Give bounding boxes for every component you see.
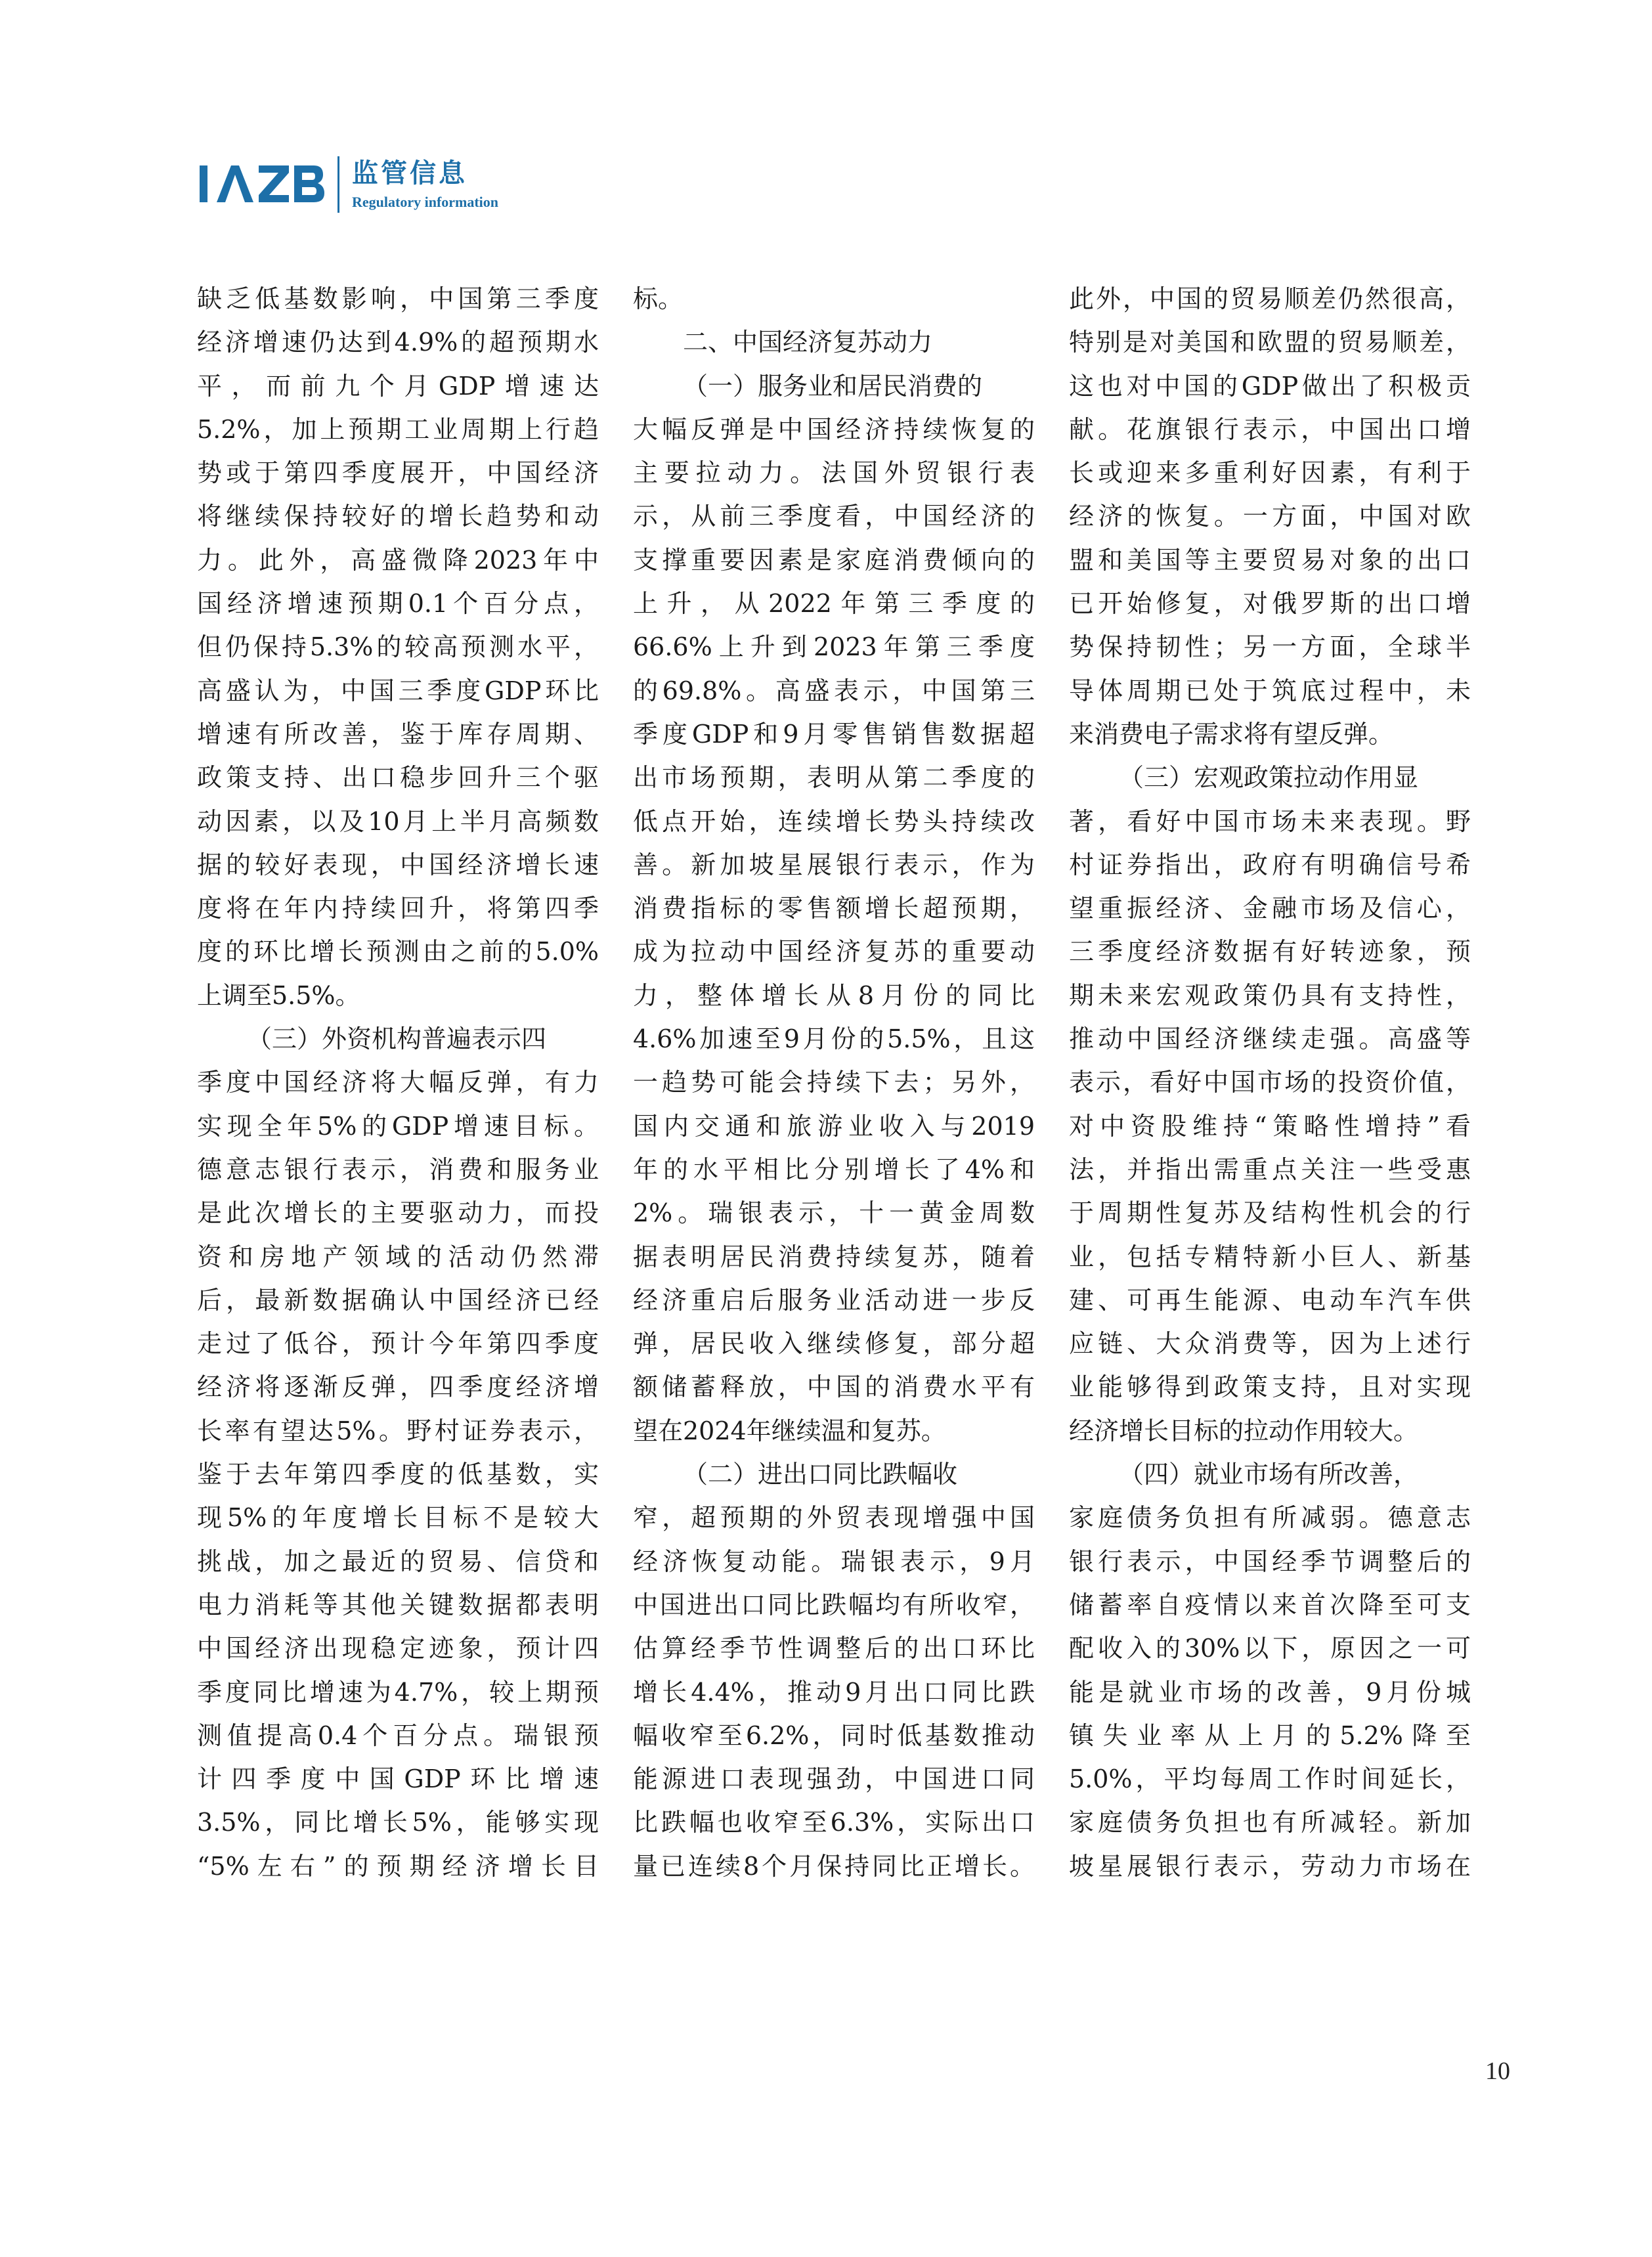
text-line: 测值提高0.4个百分点。瑞银预 <box>197 1720 599 1750</box>
text-line: 中国经济出现稳定迹象，预计四 <box>197 1634 599 1663</box>
text-line: 政策支持、出口稳步回升三个驱 <box>197 763 599 793</box>
text-line: 估算经季节性调整后的出口环比 <box>633 1634 1035 1663</box>
text-line: 上调至5.5%。 <box>197 980 360 1010</box>
text-line: 将继续保持较好的增长趋势和动 <box>197 502 599 531</box>
text-line: 法，并指出需重点关注一些受惠 <box>1069 1154 1471 1184</box>
text-line: 经济增长目标的拉动作用较大。 <box>1069 1416 1419 1445</box>
text-line: 鉴于去年第四季度的低基数，实 <box>197 1460 599 1489</box>
article-column-2 <box>633 277 1035 1888</box>
article-column-1 <box>197 277 599 1888</box>
text-line: 现5%的年度增长目标不是较大 <box>197 1503 599 1533</box>
text-line: 坡星展银行表示，劳动力市场在 <box>1069 1851 1471 1881</box>
text-line: 实现全年5%的GDP增速目标。 <box>197 1111 599 1141</box>
text-line: 资和房地产领域的活动仍然滞 <box>197 1242 599 1271</box>
text-line: 平，而前九个月GDP增速达 <box>197 371 599 401</box>
text-line: 缺乏低基数影响，中国第三季度 <box>197 284 599 313</box>
text-line: 银行表示，中国经季节调整后的 <box>1069 1546 1471 1576</box>
text-line: 特别是对美国和欧盟的贸易顺差， <box>1069 328 1471 357</box>
text-line: 支撑重要因素是家庭消费倾向的 <box>633 545 1035 575</box>
text-line: 业能够得到政策支持，且对实现 <box>1069 1372 1471 1402</box>
text-line: 望在2024年继续温和复苏。 <box>633 1416 946 1445</box>
text-line: 窄，超预期的外贸表现增强中国 <box>633 1503 1035 1533</box>
text-line: 据的较好表现，中国经济增长速 <box>197 850 599 879</box>
text-line: 表示，看好中国市场的投资价值， <box>1069 1068 1471 1097</box>
text-line: 挑战，加之最近的贸易、信贷和 <box>197 1546 599 1576</box>
iazb-logo <box>197 159 326 208</box>
text-line: 季度中国经济将大幅反弹，有力 <box>197 1068 599 1097</box>
text-line: 5.0%，平均每周工作时间延长， <box>1069 1764 1471 1794</box>
text-line: 献。花旗银行表示，中国出口增 <box>1069 414 1471 444</box>
text-line: （一）服务业和居民消费的 <box>683 371 983 401</box>
text-line: 三季度经济数据有好转迹象，预 <box>1069 937 1471 967</box>
text-line: 已开始修复，对俄罗斯的出口增 <box>1069 589 1471 619</box>
text-line: 能源进口表现强劲，中国进口同 <box>633 1764 1035 1794</box>
text-line: 是此次增长的主要驱动力，而投 <box>197 1198 599 1228</box>
text-line: 电力消耗等其他关键数据都表明 <box>197 1590 599 1619</box>
text-line: 一趋势可能会持续下去；另外， <box>633 1068 1035 1097</box>
text-line: 导体周期已处于筑底过程中，未 <box>1069 676 1471 705</box>
text-line: 势或于第四季度展开，中国经济 <box>197 458 599 488</box>
text-line: 家庭债务负担也有所减轻。新加 <box>1069 1808 1471 1837</box>
text-line: 计四季度中国GDP环比增速 <box>197 1764 599 1794</box>
text-line: 善。新加坡星展银行表示，作为 <box>633 850 1035 879</box>
text-line: 主要拉动力。法国外贸银行表 <box>633 458 1035 488</box>
text-line: 但仍保持5.3%的较高预测水平， <box>197 632 599 662</box>
text-line: 年的水平相比分别增长了4%和 <box>633 1154 1035 1184</box>
text-line: 国经济增速预期0.1个百分点， <box>197 589 599 619</box>
text-line: 力。此外，高盛微降2023年中 <box>197 545 599 575</box>
text-line: 村证券指出，政府有明确信号希 <box>1069 850 1471 879</box>
text-line: 著，看好中国市场未来表现。野 <box>1069 806 1471 836</box>
text-line: 对中资股维持“策略性增持”看 <box>1069 1111 1471 1141</box>
text-line: 的69.8%。高盛表示，中国第三 <box>633 676 1035 705</box>
text-line: 4.6%加速至9月份的5.5%，且这 <box>633 1024 1035 1054</box>
text-line: （二）进出口同比跌幅收 <box>683 1460 958 1489</box>
text-line: 经济的恢复。一方面，中国对欧 <box>1069 502 1471 531</box>
text-line: 低点开始，连续增长势头持续改 <box>633 806 1035 836</box>
text-line: 增速有所改善，鉴于库存周期、 <box>197 719 599 749</box>
text-line: 量已连续8个月保持同比正增长。 <box>633 1851 1035 1881</box>
text-line: 于周期性复苏及结构性机会的行 <box>1069 1198 1471 1228</box>
text-line: 能是就业市场的改善，9月份城 <box>1069 1677 1471 1707</box>
header-divider <box>337 156 339 213</box>
text-line: 季度同比增速为4.7%，较上期预 <box>197 1677 599 1707</box>
text-line: （三）宏观政策拉动作用显 <box>1119 763 1419 793</box>
text-line: （四）就业市场有所改善， <box>1119 1460 1419 1489</box>
text-line: 额储蓄释放，中国的消费水平有 <box>633 1372 1035 1402</box>
text-line: 经济恢复动能。瑞银表示，9月 <box>633 1546 1035 1576</box>
text-line: 中国进出口同比跌幅均有所收窄， <box>633 1590 1035 1619</box>
text-line: 镇失业率从上月的5.2%降至 <box>1069 1720 1471 1750</box>
text-line: 长率有望达5%。野村证券表示， <box>197 1416 599 1445</box>
text-line: 后，最新数据确认中国经济已经 <box>197 1285 599 1315</box>
text-line: 2%。瑞银表示，十一黄金周数 <box>633 1198 1035 1228</box>
section-subtitle: Regulatory information <box>352 194 499 210</box>
text-line: （三）外资机构普遍表示四 <box>247 1024 547 1054</box>
article-column-3 <box>1069 277 1471 1888</box>
text-line: 长或迎来多重利好因素，有利于 <box>1069 458 1471 488</box>
text-line: 季度GDP和9月零售销售数据超 <box>633 719 1035 749</box>
text-line: 66.6%上升到2023年第三季度 <box>633 632 1035 662</box>
text-line: 来消费电子需求将有望反弹。 <box>1069 719 1394 749</box>
page-header <box>197 156 788 215</box>
text-line: 应链、大众消费等，因为上述行 <box>1069 1329 1471 1359</box>
text-line: 势保持韧性；另一方面，全球半 <box>1069 632 1471 662</box>
text-line: 度将在年内持续回升，将第四季 <box>197 894 599 923</box>
text-line: 消费指标的零售额增长超预期， <box>633 894 1035 923</box>
text-line: 度的环比增长预测由之前的5.0% <box>197 937 599 967</box>
text-line: 上升，从2022年第三季度的 <box>633 589 1035 619</box>
text-line: 这也对中国的GDP做出了积极贡 <box>1069 371 1471 401</box>
text-line: “5%左右”的预期经济增长目 <box>197 1851 599 1881</box>
text-line: 比跌幅也收窄至6.3%，实际出口 <box>633 1808 1035 1837</box>
text-line: 储蓄率自疫情以来首次降至可支 <box>1069 1590 1471 1619</box>
text-line: 增长4.4%，推动9月出口同比跌 <box>633 1677 1035 1707</box>
text-line: 示，从前三季度看，中国经济的 <box>633 502 1035 531</box>
text-line: 标。 <box>633 284 684 313</box>
text-line: 弹，居民收入继续修复，部分超 <box>633 1329 1035 1359</box>
text-line: 成为拉动中国经济复苏的重要动 <box>633 937 1035 967</box>
text-line: 动因素，以及10月上半月高频数 <box>197 806 599 836</box>
text-line: 此外，中国的贸易顺差仍然很高， <box>1069 284 1471 313</box>
text-line: 大幅反弹是中国经济持续恢复的 <box>633 414 1035 444</box>
text-line: 走过了低谷，预计今年第四季度 <box>197 1329 599 1359</box>
section-title: 监管信息 <box>352 158 467 188</box>
text-line: 望重振经济、金融市场及信心， <box>1069 894 1471 923</box>
text-line: 家庭债务负担有所减弱。德意志 <box>1069 1503 1471 1533</box>
text-line: 出市场预期，表明从第二季度的 <box>633 763 1035 793</box>
text-line: 据表明居民消费持续复苏，随着 <box>633 1242 1035 1271</box>
text-line: 配收入的30%以下，原因之一可 <box>1069 1634 1471 1663</box>
text-line: 期未来宏观政策仍具有支持性， <box>1069 980 1471 1010</box>
text-line: 经济增速仍达到4.9%的超预期水 <box>197 328 599 357</box>
text-line: 德意志银行表示，消费和服务业 <box>197 1154 599 1184</box>
text-line: 幅收窄至6.2%，同时低基数推动 <box>633 1720 1035 1750</box>
text-line: 力，整体增长从8月份的同比 <box>633 980 1035 1010</box>
text-line: 5.2%，加上预期工业周期上行趋 <box>197 414 599 444</box>
text-line: 经济将逐渐反弹，四季度经济增 <box>197 1372 599 1402</box>
text-line: 业，包括专精特新小巨人、新基 <box>1069 1242 1471 1271</box>
text-line: 高盛认为，中国三季度GDP环比 <box>197 676 599 705</box>
text-line: 经济重启后服务业活动进一步反 <box>633 1285 1035 1315</box>
text-line: 盟和美国等主要贸易对象的出口 <box>1069 545 1471 575</box>
page-number: 10 <box>1485 2057 1510 2085</box>
text-line: 二、中国经济复苏动力 <box>683 328 933 357</box>
text-line: 国内交通和旅游业收入与2019 <box>633 1111 1035 1141</box>
text-line: 3.5%，同比增长5%，能够实现 <box>197 1808 599 1837</box>
text-line: 建、可再生能源、电动车汽车供 <box>1069 1285 1471 1315</box>
text-line: 推动中国经济继续走强。高盛等 <box>1069 1024 1471 1054</box>
